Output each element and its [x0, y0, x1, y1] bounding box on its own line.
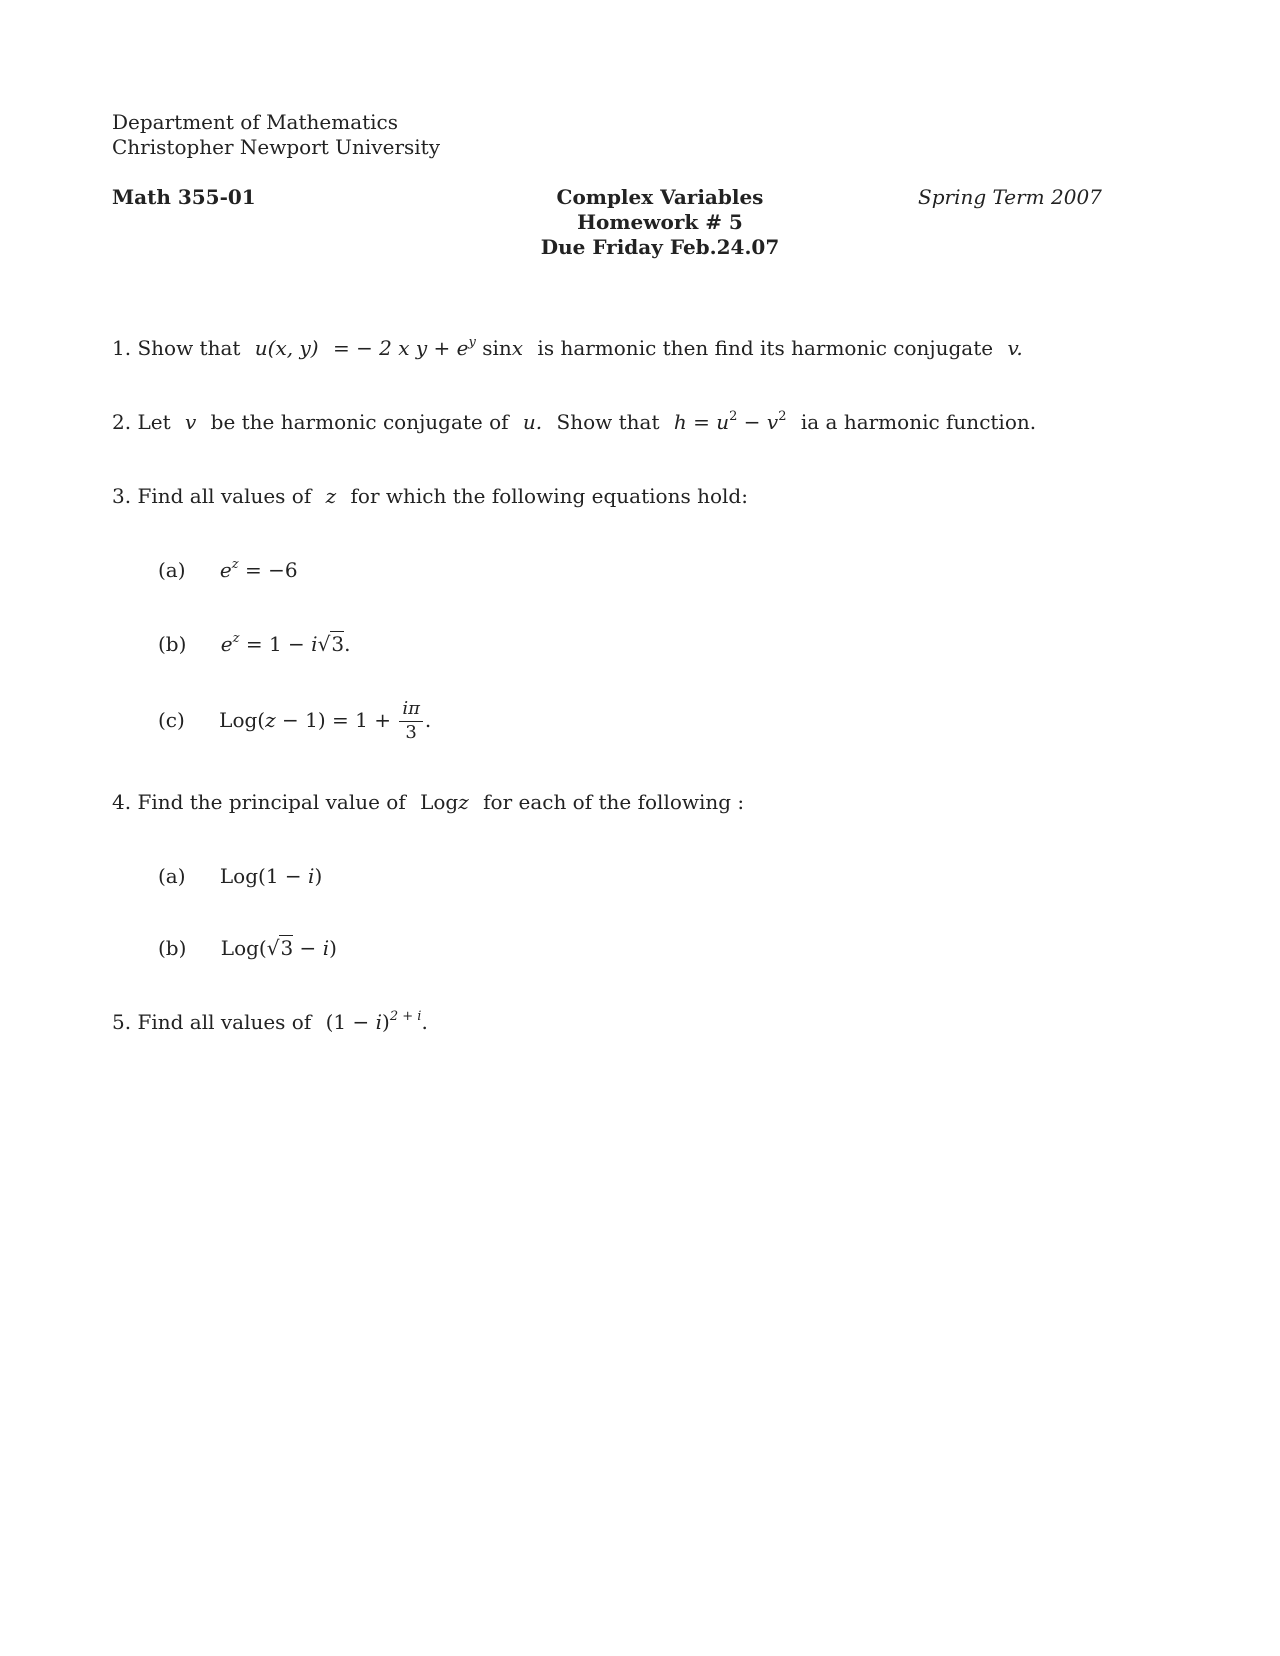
- problem-4b-label: (b): [158, 936, 187, 960]
- course-code: Math 355-01: [112, 185, 256, 209]
- problem-5-pre: Find all values of: [137, 1010, 312, 1034]
- sqrt-symbol-icon: √: [317, 632, 331, 656]
- problem-1-rhs-x: x: [511, 336, 524, 360]
- term: Spring Term 2007: [918, 185, 1102, 209]
- problem-1-post: is harmonic then find its harmonic conjugate: [537, 336, 994, 360]
- problem-4b-expr: Log(: [220, 936, 267, 960]
- university-line: Christopher Newport University: [112, 135, 440, 159]
- problem-3b-i: i: [311, 632, 318, 656]
- problem-1-v: v.: [1007, 336, 1023, 360]
- problem-1: [112, 336, 1023, 360]
- problem-5-number: 5.: [112, 1010, 132, 1034]
- problem-2-eq: =: [693, 410, 710, 434]
- problem-3b-rhs: = 1 −: [245, 632, 305, 656]
- problem-3c-fraction: [399, 700, 423, 743]
- problem-2-v2: v: [766, 410, 779, 434]
- problem-4-number: 4.: [112, 790, 132, 814]
- due-date: Due Friday Feb.24.07: [540, 235, 780, 259]
- problem-4a: [158, 864, 322, 888]
- problem-4a-expr: Log(1 −: [219, 864, 302, 888]
- sqrt-symbol-icon: √: [266, 936, 280, 960]
- problem-3c-log: Log(: [219, 707, 266, 732]
- problem-2-minus: −: [743, 410, 761, 434]
- problem-3-pre: Find all values of: [137, 484, 312, 508]
- problem-4a-close: ): [314, 864, 323, 888]
- problem-3b-root: 3: [331, 632, 345, 656]
- problem-3b-sup: z: [232, 631, 240, 646]
- problem-1-u: u(x, y): [254, 336, 319, 360]
- problem-3b: [158, 632, 350, 656]
- problem-2-v: v: [184, 410, 197, 434]
- problem-3c: [158, 700, 431, 743]
- problem-5-exponent: 2 + i: [389, 1009, 422, 1024]
- problem-1-number: 1.: [112, 336, 132, 360]
- problem-3c-z: z: [265, 707, 276, 732]
- problem-3-number: 3.: [112, 484, 132, 508]
- problem-5: [112, 1010, 428, 1034]
- course-title: Complex Variables: [556, 185, 764, 209]
- problem-5-end: .: [421, 1010, 428, 1034]
- problem-4a-i: i: [308, 864, 315, 888]
- problem-4-pre: Find the principal value of: [137, 790, 406, 814]
- problem-3b-end: .: [344, 632, 351, 656]
- problem-2-u2: u: [716, 410, 730, 434]
- problem-3a-rhs: = −6: [244, 558, 298, 582]
- department-line: Department of Mathematics: [112, 110, 399, 134]
- problem-5-base: (1 −: [325, 1010, 370, 1034]
- problem-4-log: Log: [420, 790, 459, 814]
- problem-3c-denominator: 3: [405, 721, 417, 743]
- problem-2-pre: Let: [137, 410, 171, 434]
- problem-4b: [158, 936, 337, 960]
- problem-4a-label: (a): [158, 864, 186, 888]
- problem-4-post: for each of the following :: [483, 790, 745, 814]
- problem-3-z: z: [325, 484, 337, 508]
- problem-3c-label: (c): [158, 707, 185, 732]
- problem-5-i: i: [375, 1010, 383, 1034]
- problem-2-mid: be the harmonic conjugate of: [210, 410, 509, 434]
- problem-3-post: for which the following equations hold:: [350, 484, 748, 508]
- problem-2-u: u.: [522, 410, 543, 434]
- problem-3a: [158, 558, 298, 582]
- problem-2-post: ia a harmonic function.: [800, 410, 1037, 434]
- problem-3a-sup: z: [231, 557, 239, 572]
- problem-2-v-sq: 2: [778, 409, 787, 424]
- problem-5-close: ): [382, 1010, 390, 1034]
- problem-1-rhs-b: sin: [475, 336, 512, 360]
- problem-3b-label: (b): [158, 632, 187, 656]
- problem-2-u-sq: 2: [729, 409, 738, 424]
- problem-1-rhs-sup: y: [468, 335, 476, 350]
- problem-4b-minus: −: [293, 936, 317, 960]
- problem-3c-mid: − 1) = 1 +: [275, 707, 391, 732]
- problem-1-rhs-a: − 2 x y + e: [356, 336, 469, 360]
- problem-3: [112, 484, 748, 508]
- homework-number: Homework # 5: [577, 210, 743, 234]
- problem-3a-label: (a): [158, 558, 186, 582]
- problem-3b-lhs: e: [220, 632, 233, 656]
- problem-1-eq: =: [332, 336, 350, 360]
- problem-4b-root: 3: [280, 936, 294, 960]
- problem-4b-close: ): [329, 936, 337, 960]
- problem-3c-numerator: iπ: [399, 700, 423, 722]
- problem-4b-i: i: [322, 936, 330, 960]
- problem-4: [112, 790, 744, 814]
- problem-2-number: 2.: [112, 410, 132, 434]
- problem-2-h: h: [673, 410, 687, 434]
- problem-1-pre: Show that: [137, 336, 241, 360]
- problem-3c-end: .: [424, 707, 432, 732]
- problem-4-z: z: [458, 790, 469, 814]
- problem-2: [112, 410, 1036, 434]
- problem-3a-lhs: e: [219, 558, 232, 582]
- problem-2-mid2: Show that: [556, 410, 660, 434]
